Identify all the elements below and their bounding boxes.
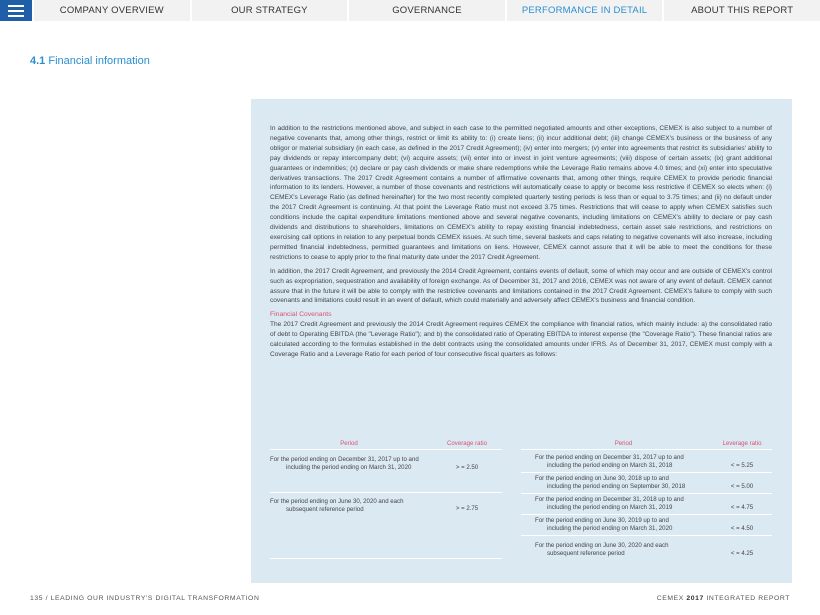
period-cell: For the period ending on June 30, 2019 up to and including the period ending on March 31, 2020: [535, 517, 673, 533]
financial-covenants-heading: Financial Covenants: [270, 311, 332, 319]
footer-brand: CEMEX: [656, 595, 684, 602]
table-row: [521, 536, 772, 560]
section-title-text: Financial information: [48, 55, 150, 67]
tab-governance[interactable]: GOVERNANCE: [347, 0, 505, 21]
period-header: Period: [614, 439, 633, 447]
section-title: [30, 55, 150, 67]
body-text: [270, 124, 772, 364]
table-header: [521, 438, 772, 450]
footer-report-title: [657, 595, 790, 602]
ratio-cell: > = 2.75: [455, 505, 479, 512]
tab-about-this-report[interactable]: ABOUT THIS REPORT: [662, 0, 820, 21]
table-header: [270, 438, 502, 450]
ratio-cell: < = 4.75: [730, 504, 754, 512]
paragraph-financial-covenants: The 2017 Credit Agreement and previously the 2014 Credit Agreement requires CEMEX the compliance with financial ratios, which mainly include: a) the consolidated ratio of debt to Operating EBITDA (the "Leverage Ratio"); and b) the consolidated ratio of Operating EBITDA to interest expense (the "Coverage Ratio"). These financial ratios are calculated according to the formulas established in the debt contracts using the consolidated amounts under IFRS. As of December 31, 2017, CEMEX must comply with a Coverage Ratio and a Leverage Ratio for each period of four consecutive fiscal quarters as follows:: [270, 321, 772, 358]
period-cell: For the period ending on December 31, 2017 up to and including the period ending on March 31, 2020: [270, 456, 419, 472]
period-cell: For the period ending on June 30, 2020 and each subsequent reference period: [535, 542, 669, 558]
paragraph-restrictions: In addition to the restrictions mentioned above, and subject in each case to the permitted negotiated amounts and other exceptions, CEMEX is also subject to a number of negative covenants that, among other things, restrict or limit its ability to: (i) create liens; (ii) incur additional debt; (iii) change CEMEX's business or the business of any obligor or material subsidiary (in each case, as defined in the 2017 Credit Agreement); (iv) enter into mergers; (v) enter into agreements that restrict its subsidiaries' ability to pay dividends or repay intercompany debt; (vi) acquire assets; (vii) enter into or invest in joint venture agreements; (viii) dispose of certain assets; (ix) grant additional guarantees or indemnities; (x) declare or pay cash dividends or make share redemptions while the Leverage Ratio remains above 4.0 times; and (xi) enter into speculative derivatives transactions. The 2017 Credit Agreement contains a number of affirmative covenants that, among other things, require CEMEX to provide periodic financial information to its lenders. However, a number of those covenants and restrictions will automatically cease to apply or become less restrictive if CEMEX so elects when: (i) CEMEX's Leverage Ratio (as defined hereinafter) for the two most recently completed quarterly testing periods is less than or equal to 3.75 times; and (ii) no default under the 2017 Credit Agreement is continuing. At that point the Leverage Ratio must not exceed 3.75 times. Restrictions that will cease to apply when CEMEX satisfies such conditions include the capital expenditure limitations mentioned above and several negative covenants, including limitations on CEMEX's ability to declare or pay cash dividends and distributions to shareholders, limitations on CEMEX's ability to repay existing financial indebtedness, certain asset sale restrictions, and restrictions on exercising call options in relation to any perpetual bonds CEMEX issues. At such time, several baskets and caps relating to negative covenants will also increase, including permitted financial indebtedness, permitted guarantees and limitations on liens. However, CEMEX cannot assure that it will be able to meet the conditions for these restrictions to cease to apply prior to the final maturity date under the 2017 Credit Agreement.: [270, 125, 772, 261]
page-number: 135: [30, 595, 44, 602]
footer-section-text: LEADING OUR INDUSTRY'S DIGITAL TRANSFORMATION: [50, 595, 260, 602]
tab-company-overview[interactable]: COMPANY OVERVIEW: [32, 0, 190, 21]
footer-separator: /: [45, 595, 49, 602]
top-navigation: [0, 0, 820, 21]
leverage-ratio-header: Leverage ratio: [722, 439, 762, 447]
leverage-ratio-table: [521, 438, 772, 560]
period-cell: For the period ending on December 31, 2017 up to and including the period ending on March 31, 2018: [535, 454, 684, 470]
table-row: [521, 450, 772, 473]
footer-year: 2017: [686, 595, 704, 602]
period-cell: For the period ending on June 30, 2018 up to and including the period ending on September 30, 2018: [535, 475, 686, 491]
hamburger-menu-icon[interactable]: [0, 0, 32, 21]
tab-performance-in-detail[interactable]: PERFORMANCE IN DETAIL: [505, 0, 663, 21]
coverage-ratio-table: [270, 438, 502, 559]
period-cell: For the period ending on December 31, 2018 up to and including the period ending on March 31, 2019: [535, 496, 684, 512]
paragraph-events-of-default: In addition, the 2017 Credit Agreement, and previously the 2014 Credit Agreement, contains events of default, some of which may occur and are outside of CEMEX's control such as expropriation, sequestration and availability of foreign exchange. As of December 31, 2017 and 2016, CEMEX was not aware of any event of default. CEMEX cannot assure that in the future it will be able to comply with the restrictive covenants and limitations contained in the 2017 Credit Agreement. CEMEX's failure to comply with such covenants and limitations could result in an event of default, which could materially and adversely affect CEMEX's business and financial condition.: [270, 267, 772, 305]
ratio-cell: < = 4.25: [730, 550, 754, 558]
table-row: [270, 450, 502, 493]
tab-our-strategy[interactable]: OUR STRATEGY: [190, 0, 348, 21]
ratio-cell: < = 4.50: [730, 525, 754, 533]
ratio-cell: < = 5.25: [730, 462, 754, 470]
period-cell: For the period ending on June 30, 2020 and each subsequent reference period: [270, 498, 404, 513]
table-row: [270, 493, 502, 559]
table-row: [521, 515, 772, 536]
section-number: 4.1: [30, 55, 46, 67]
footer-report-name: INTEGRATED REPORT: [706, 595, 790, 602]
table-row: [521, 473, 772, 494]
period-header: Period: [340, 439, 358, 447]
table-row: [521, 494, 772, 515]
ratio-cell: < = 5.00: [730, 483, 754, 491]
footer-page-info: [30, 595, 259, 602]
coverage-ratio-header: Coverage ratio: [447, 439, 487, 447]
ratio-cell: > = 2.50: [455, 464, 479, 472]
